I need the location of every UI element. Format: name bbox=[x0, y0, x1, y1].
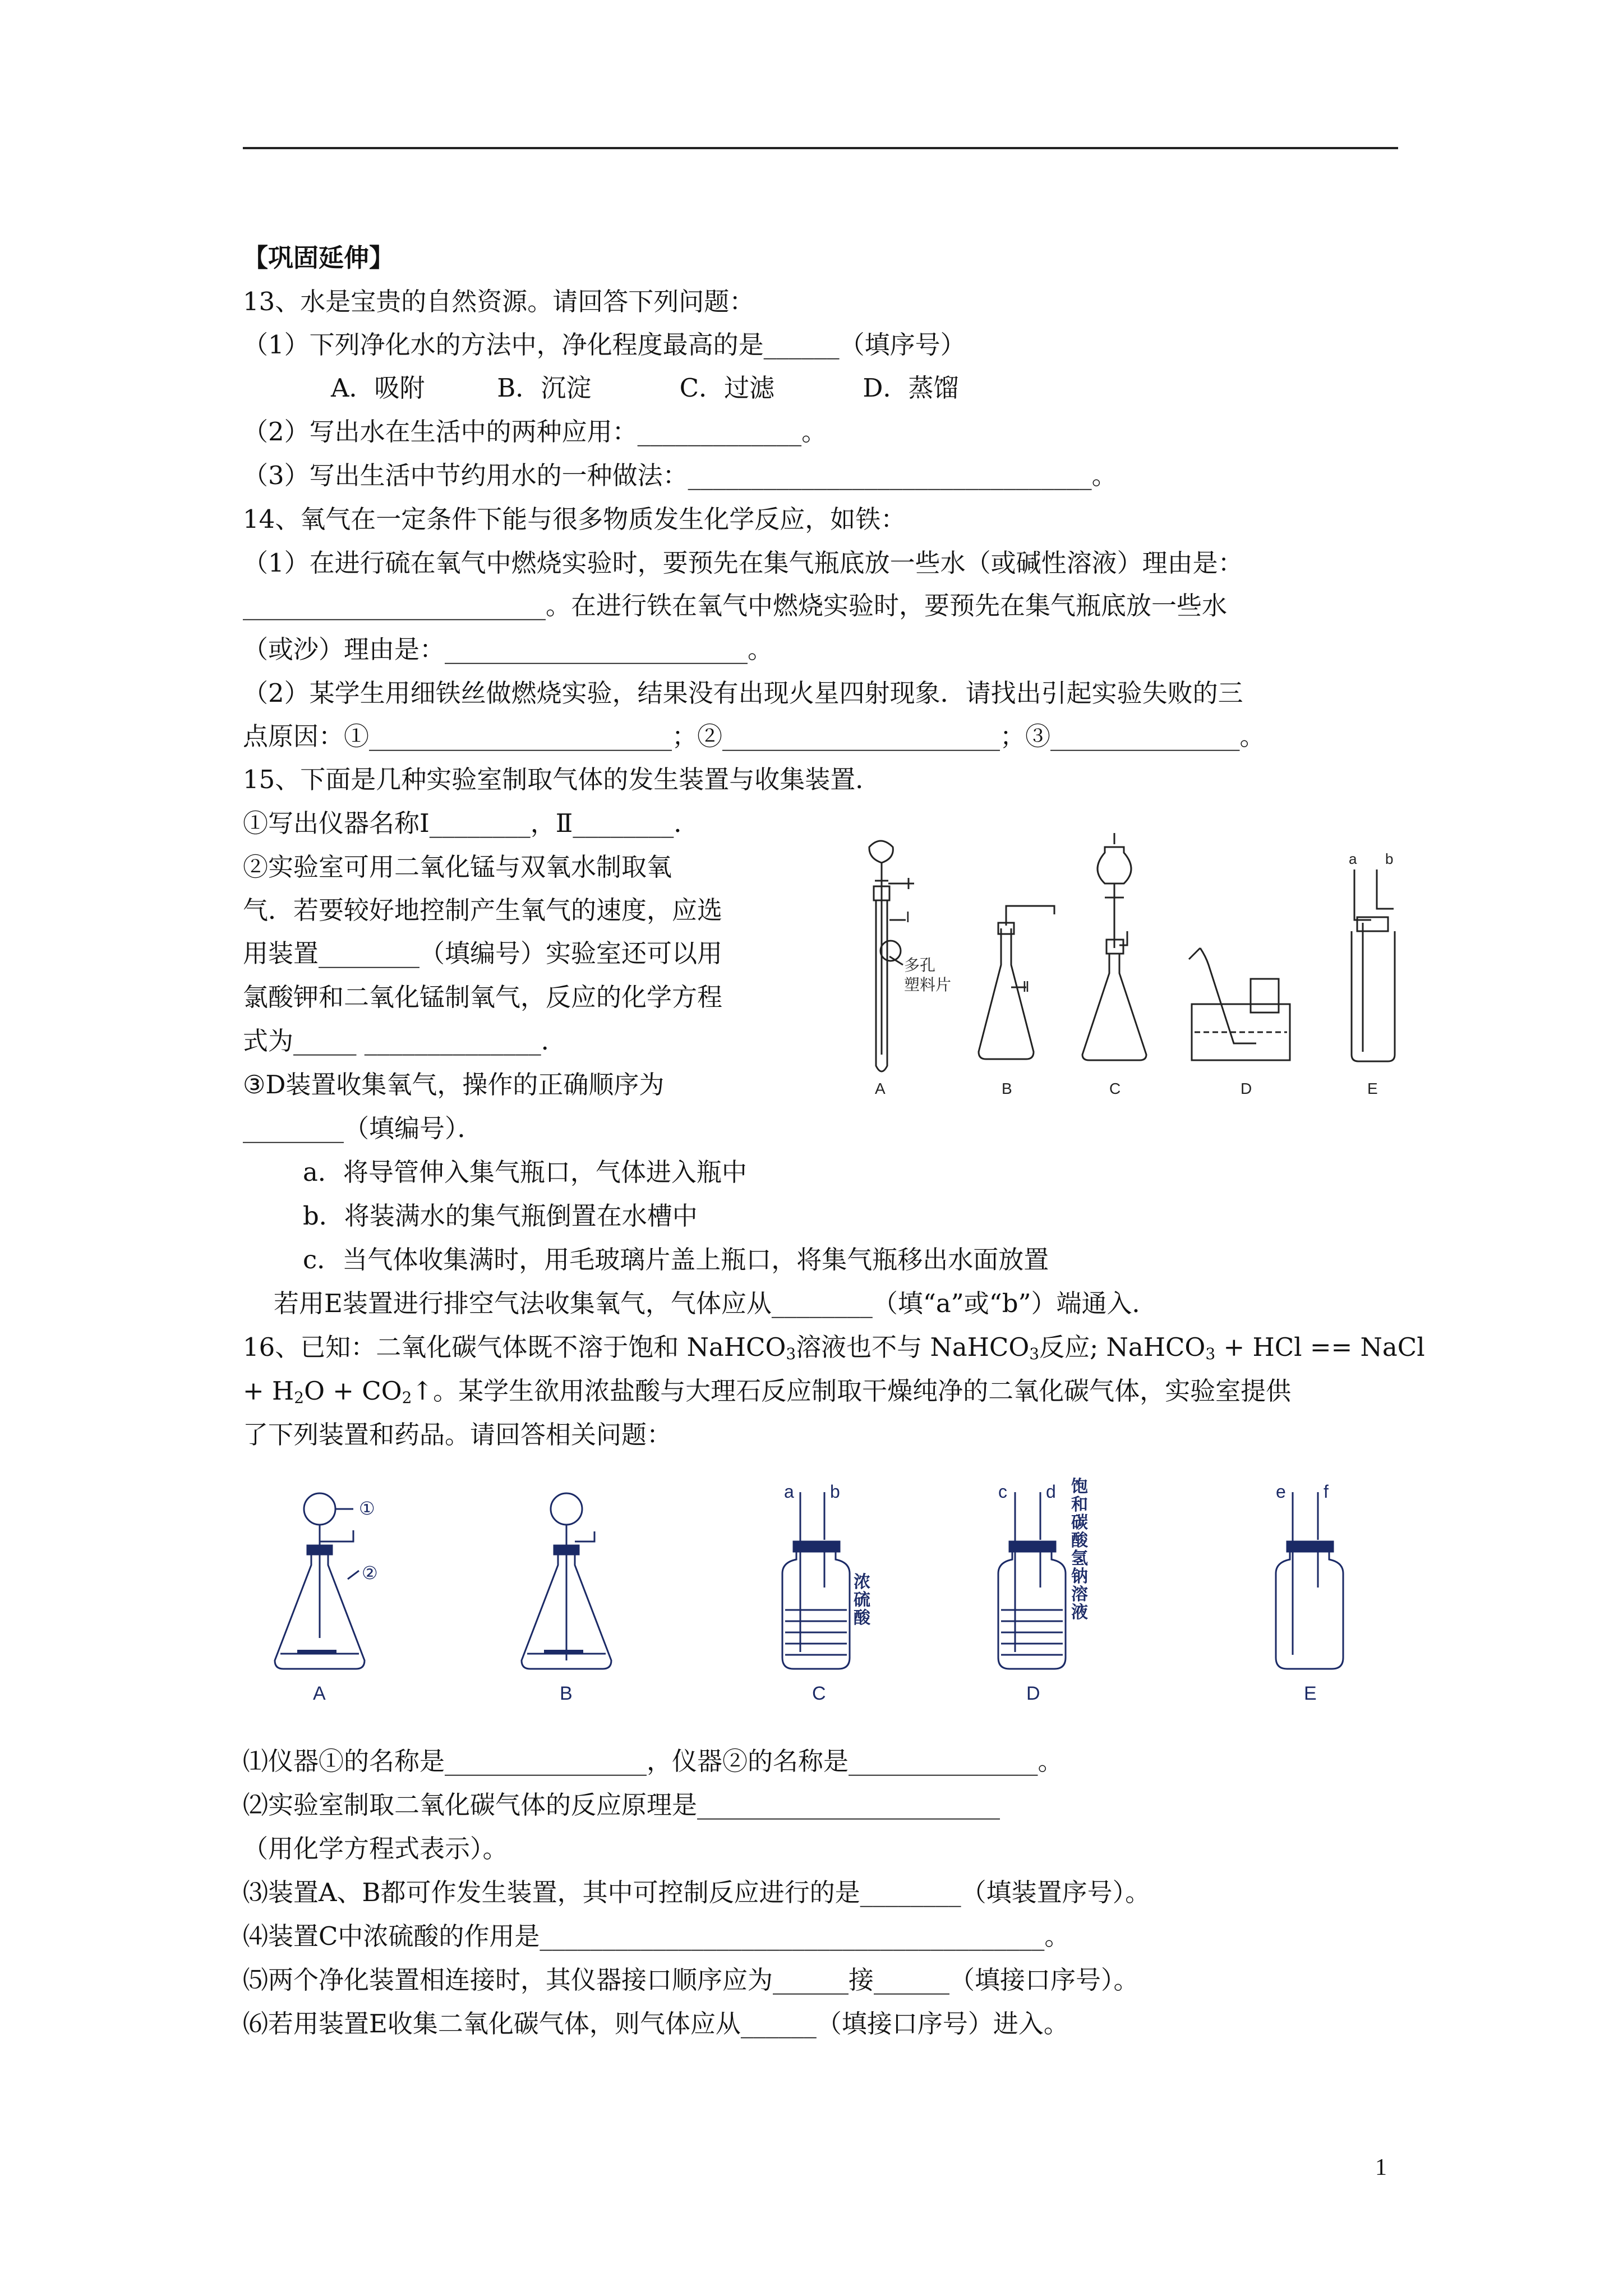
q14-part1-line2: ________________________。在进行铁在氧气中燃烧实验时，要预先在集气瓶底放一些水 bbox=[243, 591, 1228, 620]
q16-sub2-b: 2 bbox=[402, 1388, 412, 1407]
q15-line3: 气．若要较好地控制产生氧气的速度，应选 bbox=[243, 895, 723, 925]
q16-d-char-8: 液 bbox=[1071, 1603, 1088, 1622]
q16-line2 bbox=[243, 1374, 1291, 1415]
q14-part2-line2: 点原因：①________________________；②______________________；③_______________。 bbox=[243, 721, 1265, 751]
q16-device-label-d: D bbox=[1026, 1683, 1040, 1704]
q16-part5: ⑸两个净化装置相连接时，其仪器接口顺序应为______接______（填接口序号）。 bbox=[243, 1965, 1139, 1995]
q16-part3: ⑶装置A、B都可作发生装置，其中可控制反应进行的是________（填装置序号）。 bbox=[243, 1878, 1151, 1907]
q16-d-char-5: 氢 bbox=[1071, 1549, 1088, 1568]
q15-label-II: Ⅱ bbox=[1022, 978, 1030, 995]
q15-line7: ③D装置收集氧气，操作的正确顺序为 bbox=[243, 1070, 665, 1099]
q15-line8: ________（填编号）． bbox=[243, 1114, 483, 1143]
q16-device-b bbox=[522, 1493, 611, 1669]
q15-stem: 15、下面是几种实验室制取气体的发生装置与收集装置． bbox=[243, 765, 881, 794]
q16-sub3-a: 3 bbox=[786, 1345, 796, 1363]
q16-port-e: e bbox=[1276, 1481, 1286, 1502]
q14-stem: 14、氧气在一定条件下能与很多物质发生化学反应，如铁： bbox=[243, 504, 906, 534]
q16-circle1-label: ① bbox=[359, 1498, 375, 1519]
q16-device-label-b: B bbox=[560, 1683, 573, 1704]
q16-d-char-4: 酸 bbox=[1071, 1531, 1088, 1550]
header-rule bbox=[243, 147, 1398, 149]
q15-e-question: 若用E装置进行排空气法收集氧气，气体应从________（填“a”或“b”）端通入． bbox=[274, 1289, 1158, 1318]
q15-device-label-a: A bbox=[875, 1080, 886, 1097]
q16-device-label-c: C bbox=[812, 1683, 826, 1704]
q15-option-b: b．将装满水的集气瓶倒置在水槽中 bbox=[303, 1201, 698, 1231]
q16-d-char-3: 碳 bbox=[1071, 1513, 1088, 1532]
q16-part2-note: （用化学方程式表示）。 bbox=[243, 1834, 508, 1864]
q16-circle2-label: ② bbox=[362, 1563, 378, 1583]
q16-sub2-a: 2 bbox=[294, 1388, 305, 1407]
q16-part6: ⑹若用装置E收集二氧化碳气体，则气体应从______（填接口序号）进入。 bbox=[243, 2009, 1069, 2039]
q16-device-d bbox=[998, 1492, 1066, 1669]
q16-line1-text-a: 16、已知：二氧化碳气体既不溶于饱和 NaHCO bbox=[243, 1332, 786, 1362]
q13-part1: （1）下列净化水的方法中，净化程度最高的是______（填序号） bbox=[243, 330, 966, 360]
q15-apparatus-figure bbox=[841, 830, 1430, 1122]
q16-c-char-3: 酸 bbox=[854, 1609, 870, 1627]
q15-label-suliao: 塑料片 bbox=[904, 976, 952, 993]
page-number: 1 bbox=[1375, 2155, 1387, 2180]
q16-device-e bbox=[1276, 1492, 1343, 1669]
q15-line2: ②实验室可用二氧化锰与双氧水制取氧 bbox=[243, 852, 672, 882]
q15-line1: ①写出仪器名称Ⅰ________，Ⅱ________． bbox=[243, 808, 699, 838]
q16-line3: 了下列装置和药品。请回答相关问题： bbox=[243, 1420, 672, 1450]
q16-line2-text-a: + H bbox=[243, 1376, 294, 1406]
q15-device-label-d: D bbox=[1241, 1080, 1252, 1097]
q16-c-char-1: 浓 bbox=[854, 1573, 870, 1591]
q14-part1-line3: （或沙）理由是：________________________。 bbox=[243, 634, 773, 664]
q16-line1 bbox=[243, 1331, 1425, 1371]
q16-device-label-e: E bbox=[1304, 1683, 1317, 1704]
q16-c-char-2: 硫 bbox=[854, 1591, 870, 1609]
q15-label-I: Ⅰ bbox=[906, 909, 910, 926]
q14-part1-line1: （1）在进行硫在氧气中燃烧实验时，要预先在集气瓶底放一些水（或碱性溶液）理由是： bbox=[243, 548, 1243, 578]
q15-device-label-e: E bbox=[1367, 1080, 1378, 1097]
q16-part1: ⑴仪器①的名称是________________，仪器②的名称是_______________。 bbox=[243, 1746, 1063, 1776]
q15-line6: 式为_____ ______________． bbox=[243, 1026, 566, 1056]
q16-line2-text-b: O + CO bbox=[304, 1376, 402, 1406]
q16-sub3-b: 3 bbox=[1029, 1345, 1040, 1363]
q15-option-a: a．将导管伸入集气瓶口，气体进入瓶中 bbox=[303, 1157, 747, 1187]
q15-port-b: b bbox=[1385, 850, 1394, 867]
q15-option-c: c．当气体收集满时，用毛玻璃片盖上瓶口，将集气瓶移出水面放置 bbox=[303, 1245, 1049, 1274]
q13-stem: 13、水是宝贵的自然资源。请回答下列问题： bbox=[243, 287, 755, 316]
q16-sub3-c: 3 bbox=[1205, 1345, 1216, 1363]
q13-options: A．吸附 B．沉淀 C．过滤 D．蒸馏 bbox=[331, 373, 959, 403]
q16-d-char-6: 钠 bbox=[1071, 1567, 1088, 1586]
q16-line1-text-d: + HCl == NaCl bbox=[1215, 1332, 1425, 1362]
q15-device-e bbox=[1352, 869, 1395, 1061]
q16-d-char-2: 和 bbox=[1071, 1496, 1088, 1514]
q15-line4: 用装置________（填编号）实验室还可以用 bbox=[243, 938, 723, 968]
q16-device-c bbox=[782, 1492, 850, 1669]
q15-device-label-c: C bbox=[1109, 1080, 1121, 1097]
q16-part4: ⑷装置C中浓硫酸的作用是________________________________________。 bbox=[243, 1921, 1070, 1951]
q15-device-d bbox=[1189, 948, 1290, 1060]
section-title: 【巩固延伸】 bbox=[243, 243, 395, 273]
q16-line1-text-c: 反应; NaHCO bbox=[1039, 1332, 1206, 1362]
q16-port-a: a bbox=[784, 1481, 794, 1502]
q15-line5: 氯酸钾和二氧化锰制氧气，反应的化学方程 bbox=[243, 982, 723, 1012]
q16-line2-text-c: ↑。某学生欲用浓盐酸与大理石反应制取干燥纯净的二氧化碳气体，实验室提供 bbox=[412, 1376, 1292, 1406]
q15-device-c bbox=[1082, 833, 1146, 1060]
q16-part2: ⑵实验室制取二氧化碳气体的反应原理是________________________ bbox=[243, 1790, 1000, 1820]
q16-device-label-a: A bbox=[313, 1683, 326, 1704]
q15-port-a: a bbox=[1349, 850, 1357, 867]
q16-port-c: c bbox=[998, 1481, 1007, 1502]
q16-port-f: f bbox=[1324, 1481, 1329, 1502]
q14-part2-line1: （2）某学生用细铁丝做燃烧实验，结果没有出现火星四射现象．请找出引起实验失败的三 bbox=[243, 678, 1243, 708]
q13-part3: （3）写出生活中节约用水的一种做法：________________________________。 bbox=[243, 461, 1117, 490]
q16-line1-text-b: 溶液也不与 NaHCO bbox=[796, 1332, 1030, 1362]
q16-device-a bbox=[275, 1493, 365, 1669]
q15-device-b bbox=[979, 906, 1054, 1059]
q15-label-duokong: 多孔 bbox=[904, 956, 936, 974]
q16-apparatus-figure bbox=[264, 1475, 1363, 1728]
q16-port-d: d bbox=[1046, 1481, 1056, 1502]
q16-d-char-1: 饱 bbox=[1071, 1478, 1088, 1496]
q15-device-label-b: B bbox=[1002, 1080, 1012, 1097]
q13-part2: （2）写出水在生活中的两种应用：_____________。 bbox=[243, 417, 827, 447]
q16-port-b: b bbox=[830, 1481, 840, 1502]
q16-d-char-7: 溶 bbox=[1071, 1585, 1088, 1604]
